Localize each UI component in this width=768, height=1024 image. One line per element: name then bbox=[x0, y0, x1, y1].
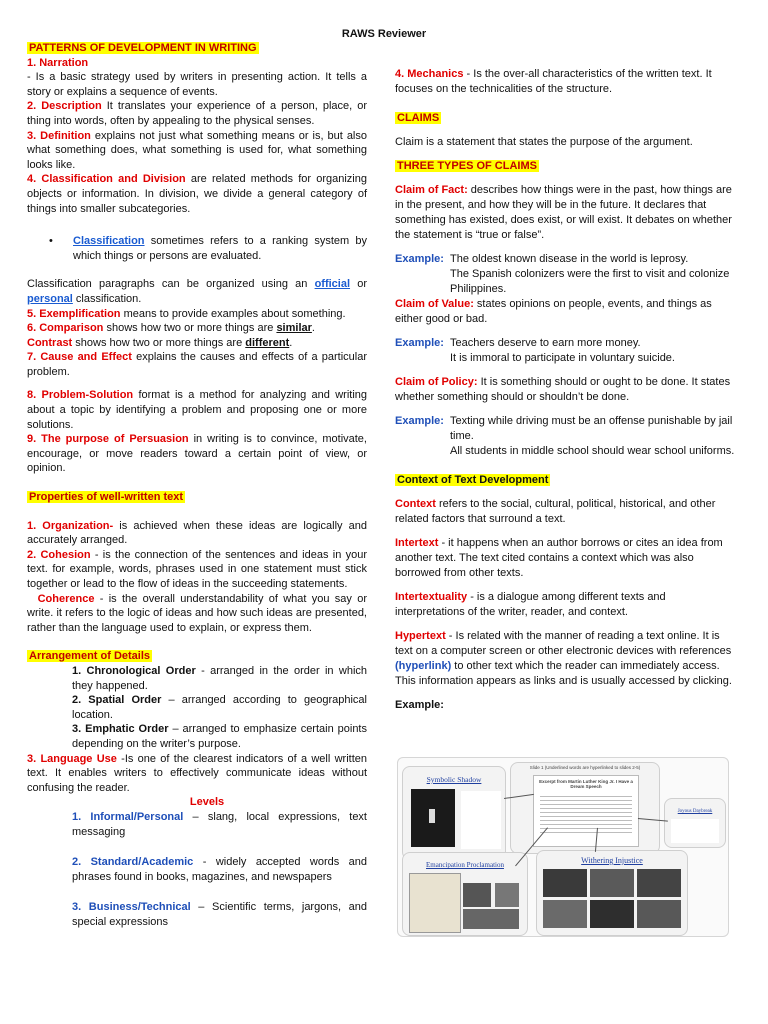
context-item bbox=[395, 497, 735, 527]
persuasion-label: 9. The purpose of Persuasion bbox=[27, 433, 189, 446]
slide-emancipation-title: Emancipation Proclamation bbox=[426, 861, 504, 869]
arrangement-label-3: 3. Emphatic Order bbox=[72, 723, 169, 736]
daybreak-body bbox=[671, 819, 719, 843]
shadow-photo bbox=[411, 789, 455, 847]
arrangement-text-3: – arranged to emphasize certain points depending on the writer’s purpose. bbox=[72, 723, 367, 750]
coherence-label: Coherence bbox=[37, 592, 95, 605]
description-text: It translates your experience of a person, place, or thing into words, often by appealing to the physical senses. bbox=[27, 100, 367, 127]
example-heading: Example: bbox=[395, 699, 444, 711]
intertext-item bbox=[395, 536, 735, 581]
hypertext-label: Hypertext bbox=[395, 630, 446, 642]
context-label: Context bbox=[395, 498, 436, 510]
injustice-photo-4 bbox=[543, 900, 587, 928]
example-label: Example: bbox=[395, 415, 444, 427]
arrangement-label-2: 2. Spatial Order bbox=[72, 694, 162, 707]
comparison-text: shows how two or more things are bbox=[103, 322, 277, 335]
injustice-photo-6 bbox=[637, 900, 681, 928]
classification-text: are related methods for organizing objects or information. In division, we divide a general category of things into smaller subcategories. bbox=[27, 173, 367, 215]
level-label-3: 3. Business/Technical bbox=[72, 900, 191, 913]
three-types-heading: THREE TYPES OF CLAIMS bbox=[397, 160, 537, 172]
problem-item bbox=[27, 388, 367, 432]
narration-text: - Is a basic strategy used by writers in presenting action. It tells a story or explains a sequence of events. bbox=[27, 71, 367, 98]
classification-label: 4. Classification and Division bbox=[27, 173, 186, 186]
level-item-2 bbox=[27, 855, 367, 886]
policy-label: Claim of Policy: bbox=[395, 376, 478, 388]
cohesion-label: 2. Cohesion bbox=[27, 548, 91, 561]
contrast-text: shows how two or more things are bbox=[72, 336, 246, 349]
policy-item bbox=[395, 375, 735, 405]
classification-item bbox=[27, 172, 367, 216]
mechanics-text: - Is the over-all characteristics of the written text. It focuses on the technicalities of the structure. bbox=[395, 68, 712, 95]
slide-joyous-daybreak bbox=[664, 798, 726, 848]
policy-text: It is something should or ought to be done. It states whether something should or shouldn’t be done. bbox=[395, 376, 731, 403]
slide-withering-injustice bbox=[536, 850, 688, 936]
slide-withering-injustice-title: Withering Injustice bbox=[581, 856, 643, 865]
cause-text: explains the causes and effects of a particular problem. bbox=[27, 351, 368, 378]
value-example-2: It is immoral to participate in voluntary suicide. bbox=[450, 352, 675, 364]
level-text-2: - widely accepted words and phrases found in books, magazines, and newspapers bbox=[72, 855, 367, 884]
policy-example bbox=[395, 414, 735, 459]
language-item bbox=[27, 752, 367, 796]
personal-link[interactable]: personal bbox=[27, 292, 73, 305]
slide-emancipation bbox=[402, 852, 528, 936]
proclamation-photo-2 bbox=[495, 883, 519, 907]
arrangement-text-2: – arranged according to geographical location. bbox=[72, 694, 367, 721]
slide-main bbox=[510, 762, 660, 854]
intertextuality-label: Intertextuality bbox=[395, 591, 468, 603]
intertextuality-text: - is a dialogue among different texts and interpretations of the writer, reader, and context. bbox=[395, 591, 666, 618]
fact-example bbox=[395, 252, 735, 297]
contrast-label: Contrast bbox=[27, 336, 73, 349]
arrangement-label-1: 1. Chronological Order bbox=[72, 664, 196, 677]
value-example bbox=[395, 336, 735, 366]
slide-joyous-daybreak-title: Joyous Daybreak bbox=[677, 809, 713, 814]
language-label: 3. Language Use bbox=[27, 752, 117, 765]
organization-text: is achieved when these ideas are logically and accurately arranged. bbox=[27, 519, 367, 547]
comparison-item: 6. Comparison shows how two or more things are similar. bbox=[27, 322, 315, 335]
injustice-photo-3 bbox=[637, 869, 681, 897]
arrangement-item-2 bbox=[27, 693, 367, 722]
fact-label: Claim of Fact: bbox=[395, 184, 468, 196]
level-item-3 bbox=[27, 900, 367, 931]
intertext-text: - it happens when an author borrows or cites an idea from another text. The text cited contains a context which was also borrowed from other texts. bbox=[395, 537, 723, 579]
persuasion-text: in writing is to convince, motivate, encourage, or move readers toward a certain point of view, or opinion. bbox=[27, 433, 367, 475]
mechanics-item bbox=[395, 67, 735, 97]
narration-label: 1. Narration bbox=[27, 56, 89, 69]
context-heading: Context of Text Development bbox=[397, 474, 549, 486]
exemplification-item bbox=[27, 307, 367, 322]
slide-main-header: Slide 1 (Underlined words are hyperlinked to slides 2-5) bbox=[529, 765, 641, 770]
coherence-text: - is the overall understandability of what you say or write. it refers to the logic of ideas and how such ideas are presented, rather than the language used to explain, or express them. bbox=[27, 592, 367, 634]
description-label: 2. Description bbox=[27, 100, 102, 113]
levels-heading: Levels bbox=[189, 796, 225, 809]
example-label: Example: bbox=[395, 253, 444, 265]
slide-main-excerpt bbox=[533, 775, 639, 847]
official-link[interactable]: official bbox=[314, 278, 351, 291]
claims-heading: CLAIMS bbox=[397, 112, 440, 124]
hypertext-text-2: to other text which the reader can immediately access. This information appears as links and is usually accessed by clicking. bbox=[395, 660, 732, 687]
classification-paragraph bbox=[27, 277, 367, 306]
comparison-label: 6. Comparison bbox=[27, 322, 104, 335]
paragraph-pre: Classification paragraphs can be organized using an bbox=[27, 278, 315, 291]
slide-main-title: Excerpt from Martin Luther King Jr. I Have a Dream Speech bbox=[539, 779, 633, 789]
patterns-heading: PATTERNS OF DEVELOPMENT IN WRITING bbox=[29, 42, 257, 54]
or-text: or bbox=[350, 278, 367, 291]
slide-symbolic-shadow bbox=[402, 766, 506, 860]
arrangement-text-1: - arranged in the order in which they happened. bbox=[72, 664, 367, 692]
level-label-1: 1. Informal/Personal bbox=[72, 810, 184, 823]
arrangement-item-3 bbox=[27, 722, 367, 751]
mechanics-label: 4. Mechanics bbox=[395, 68, 464, 80]
excerpt-lines bbox=[540, 793, 632, 833]
proclamation-photo-3 bbox=[463, 909, 519, 929]
level-text-3: – Scientific terms, jargons, and special expressions bbox=[72, 900, 367, 929]
classification-link[interactable]: Classification bbox=[73, 235, 145, 248]
example-label: Example: bbox=[395, 337, 444, 349]
cause-item bbox=[27, 350, 367, 379]
shadow-quote bbox=[461, 791, 501, 849]
language-text: -Is one of the clearest indicators of a well written text. It enables writers to effectively communicate ideas without confusing the reader. bbox=[27, 752, 367, 794]
organization-item bbox=[27, 519, 367, 548]
different-word: different bbox=[245, 336, 290, 349]
policy-example-1: Texting while driving must be an offense punishable by jail time. bbox=[450, 415, 733, 442]
slide-symbolic-shadow-title: Symbolic Shadow bbox=[426, 775, 482, 784]
problem-label: 8. Problem-Solution bbox=[27, 389, 134, 402]
classification-bullet-text: sometimes refers to a ranking system by which things or persons are evaluated. bbox=[73, 235, 367, 262]
properties-heading: Properties of well-written text bbox=[29, 491, 184, 504]
classification-bullet bbox=[27, 234, 367, 263]
persuasion-item bbox=[27, 432, 367, 476]
fact-example-2: The Spanish colonizers were the first to visit and colonize Philippines. bbox=[450, 268, 730, 295]
policy-example-2: All students in middle school should wear school uniforms. bbox=[450, 445, 735, 457]
fact-item bbox=[395, 183, 735, 243]
cohesion-text: - is the connection of the sentences and ideas in your text. for example, words, phrases used in one statement must stick together or lead to the flow of ideas in the succeeding statements. bbox=[27, 548, 367, 590]
organization-label: 1. Organization- bbox=[27, 519, 114, 532]
exemplification-text: means to provide examples about something. bbox=[120, 307, 346, 320]
injustice-photo-5 bbox=[590, 900, 634, 928]
page-title: RAWS Reviewer bbox=[341, 28, 427, 40]
similar-word: similar bbox=[276, 322, 312, 335]
fact-example-1: The oldest known disease in the world is leprosy. bbox=[450, 253, 689, 265]
definition-item bbox=[27, 129, 367, 173]
arrangement-heading: Arrangement of Details bbox=[29, 650, 151, 663]
level-item-1 bbox=[27, 810, 367, 841]
definition-text: explains not just what something means or is, but also what something does, what something is used for, what something looks like. bbox=[27, 129, 367, 171]
level-label-2: 2. Standard/Academic bbox=[72, 855, 194, 868]
level-text-1: – slang, local expressions, text messaging bbox=[72, 810, 367, 839]
claims-text: Claim is a statement that states the purpose of the argument. bbox=[395, 136, 693, 148]
value-text: states opinions on people, events, and things as either good or bad. bbox=[395, 298, 712, 325]
coherence-item bbox=[27, 592, 367, 636]
left-column bbox=[27, 41, 367, 931]
hyperlink-text: (hyperlink) bbox=[395, 660, 452, 672]
injustice-photo-1 bbox=[543, 869, 587, 897]
arrangement-item-1 bbox=[27, 664, 367, 693]
context-text: refers to the social, cultural, political, historical, and other related factors that surround a text. bbox=[395, 498, 716, 525]
value-item bbox=[395, 297, 735, 327]
injustice-photo-2 bbox=[590, 869, 634, 897]
hypertext-text-1: - Is related with the manner of reading a text online. It is text on a computer screen or other electronic devices with references bbox=[395, 630, 732, 657]
fact-text: describes how things were in the past, how things are in the present, and how they will be in the future. It declares that something has existed, does exist, or will exist. It debates on whether the statement is “true or false”. bbox=[395, 184, 732, 241]
exemplification-label: 5. Exemplification bbox=[27, 307, 121, 320]
intertextuality-item bbox=[395, 590, 735, 620]
description-item bbox=[27, 99, 367, 128]
paragraph-post: classification. bbox=[72, 292, 142, 305]
cohesion-item bbox=[27, 548, 367, 592]
definition-label: 3. Definition bbox=[27, 129, 91, 142]
proclamation-document bbox=[409, 873, 461, 933]
value-label: Claim of Value: bbox=[395, 298, 474, 310]
proclamation-photo-1 bbox=[463, 883, 491, 907]
intertext-label: Intertext bbox=[395, 537, 439, 549]
cause-label: 7. Cause and Effect bbox=[27, 351, 132, 364]
right-column bbox=[395, 67, 735, 713]
problem-text: format is a method for analyzing and writing about a topic by identifying a problem and proposing one or more solutions. bbox=[27, 389, 367, 431]
contrast-item: Contrast shows how two or more things are different. bbox=[27, 336, 293, 349]
hypertext-example-figure bbox=[397, 757, 729, 937]
value-example-1: Teachers deserve to earn more money. bbox=[450, 337, 641, 349]
hypertext-item bbox=[395, 629, 735, 689]
